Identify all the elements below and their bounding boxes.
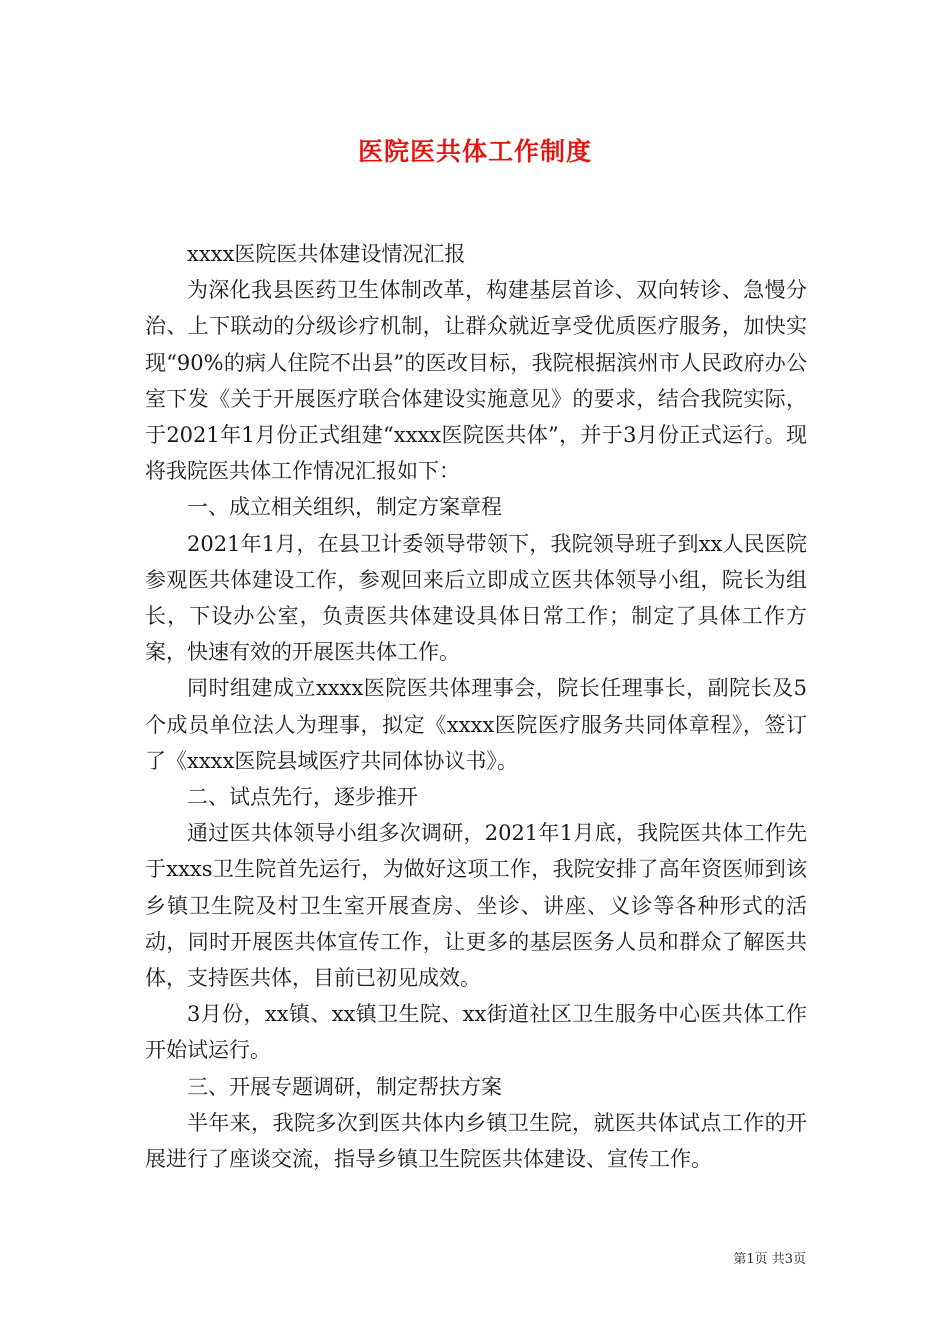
section-heading-3: 三、开展专题调研，制定帮扶方案 <box>187 1074 502 1099</box>
paragraph-section-3a: 半年来，我院多次到医共体内乡镇卫生院，就医共体试点工作的开展进行了座谈交流，指导乡镇卫生院医共体建设、宣传工作。 <box>145 1110 807 1172</box>
paragraph-section-1b: 同时组建成立xxxx医院医共体理事会，院长任理事长，副院长及5个成员单位法人为理事，拟定《xxxx医院医疗服务共同体章程》，签订了《xxxx医院县域医疗共同体协议书》。 <box>145 676 807 773</box>
section-heading-1: 一、成立相关组织，制定方案章程 <box>187 495 502 520</box>
section-heading-2: 二、试点先行，逐步推开 <box>187 785 418 810</box>
document-title: 医院医共体工作制度 <box>357 137 592 166</box>
document-body <box>145 236 807 1177</box>
paragraph-section-2a: 通过医共体领导小组多次调研，2021年1月底，我院医共体工作先于xxxs卫生院首先运行，为做好这项工作，我院安排了高年资医师到该乡镇卫生院及村卫生室开展查房、坐诊、讲座、义诊等各种形式的活动，同时开展医共体宣传工作，让更多的基层医务人员和群众了解医共体，支持医共体，目前已初见成效。 <box>145 821 807 991</box>
paragraph-section-2b: 3月份，xx镇、xx镇卫生院、xx街道社区卫生服务中心医共体工作开始试运行。 <box>145 1002 807 1063</box>
paragraph-intro: 为深化我县医药卫生体制改革，构建基层首诊、双向转诊、急慢分治、上下联动的分级诊疗机制，让群众就近享受优质医疗服务，加快实现“90%的病人住院不出县”的医改目标，我院根据滨州市人民政府办公室下发《关于开展医疗联合体建设实施意见》的要求，结合我院实际，于2021年1月份正式组建“xxxx医院医共体”，并于3月份正式运行。现将我院医共体工作情况汇报如下： <box>145 278 807 484</box>
page-number-footer: 第1页 共3页 <box>733 1252 806 1267</box>
report-heading: xxxx医院医共体建设情况汇报 <box>187 242 466 266</box>
paragraph-section-1a: 2021年1月，在县卫计委领导带领下，我院领导班子到xx人民医院参观医共体建设工作，参观回来后立即成立医共体领导小组，院长为组长，下设办公室，负责医共体建设具体日常工作；制定了具体工作方案，快速有效的开展医共体工作。 <box>145 531 807 665</box>
